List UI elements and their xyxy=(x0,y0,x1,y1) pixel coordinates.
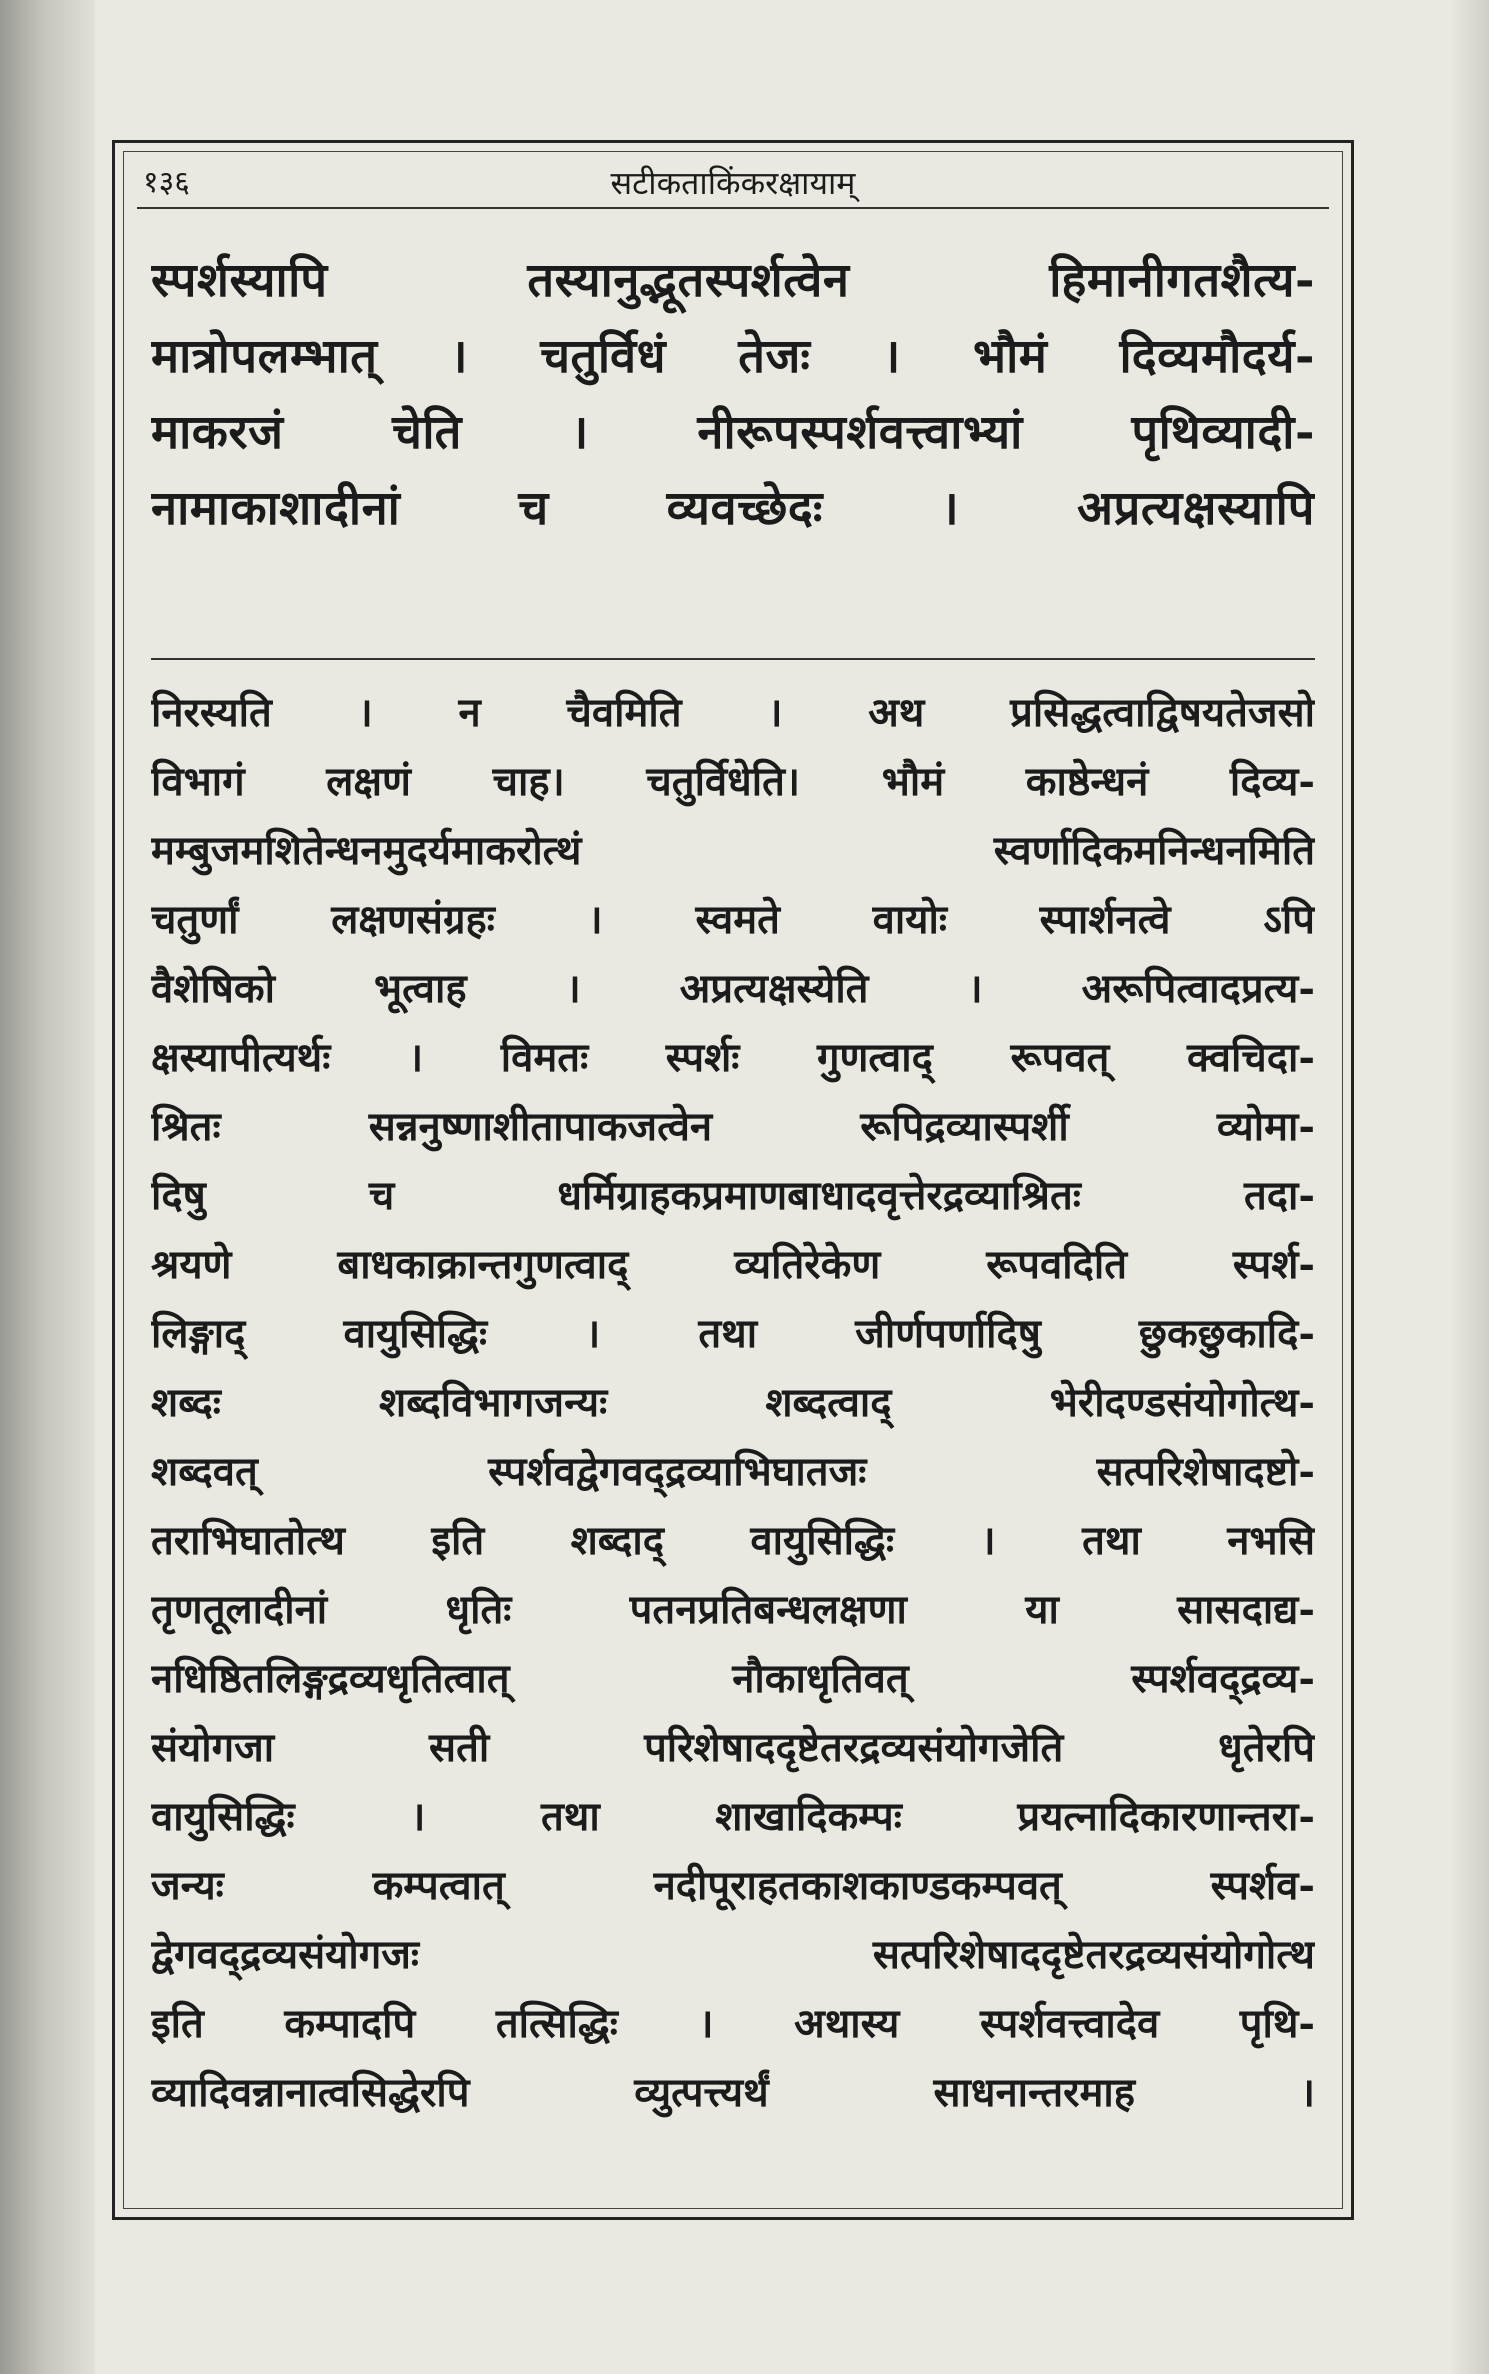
commentary-block xyxy=(151,678,1315,2127)
page-number: १३६ xyxy=(143,165,190,200)
commentary-line: तृणतूलादीनां धृतिः पतनप्रतिबन्धलक्षणा या सासदाद्य- xyxy=(151,1586,1315,1633)
commentary-line: तराभिघातोत्थ इति शब्दाद् वायुसिद्धिः । तथा नभसि xyxy=(151,1517,1315,1564)
commentary-line: द्वेगवद्द्रव्यसंयोगजः सत्परिशेषाददृष्टेतरद्रव्यसंयोगोत्थ xyxy=(151,1931,1315,1978)
commentary-line: लिङ्गाद् वायुसिद्धिः । तथा जीर्णपर्णादिषु छुकछुकादि- xyxy=(151,1310,1315,1357)
commentary-line: दिषु च धर्मिग्राहकप्रमाणबाधादवृत्तेरद्रव्याश्रितः तदा- xyxy=(151,1172,1315,1219)
commentary-line: मम्बुजमशितेन्धनमुदर्यमाकरोत्थं स्वर्णादिकमनिन्धनमिति xyxy=(151,827,1315,874)
commentary-line: इति कम्पादपि तत्सिद्धिः । अथास्य स्पर्शवत्त्वादेव पृथि- xyxy=(151,2000,1315,2047)
page-edge xyxy=(1449,0,1489,2374)
running-header xyxy=(137,161,1329,209)
root-text-line: स्पर्शस्यापि तस्यानुद्भूतस्पर्शत्वेन हिमानीगतशैत्य- xyxy=(151,253,1315,308)
commentary-line: नधिष्ठितलिङ्गद्रव्यधृतित्वात् नौकाधृतिवत् स्पर्शवद्द्रव्य- xyxy=(151,1655,1315,1702)
commentary-line: विभागं लक्षणं चाह। चतुर्विधेति। भौमं काष्ठेन्धनं दिव्य- xyxy=(151,758,1315,805)
commentary-line: श्रयणे बाधकाक्रान्तगुणत्वाद् व्यतिरेकेण रूपवदिति स्पर्श- xyxy=(151,1241,1315,1288)
root-text-line: मात्रोपलम्भात् । चतुर्विधं तेजः । भौमं दिव्यमौदर्य- xyxy=(151,329,1315,384)
root-text-line: नामाकाशादीनां च व्यवच्छेदः । अप्रत्यक्षस्यापि xyxy=(151,481,1315,536)
commentary-line: निरस्यति । न चैवमिति । अथ प्रसिद्धत्वाद्विषयतेजसो xyxy=(151,689,1315,736)
commentary-line: संयोगजा सती परिशेषाददृष्टेतरद्रव्यसंयोगजेति धृतेरपि xyxy=(151,1724,1315,1771)
root-text-line: माकरजं चेति । नीरूपस्पर्शवत्त्वाभ्यां पृथिव्यादी- xyxy=(151,405,1315,460)
commentary-line: शब्दवत् स्पर्शवद्वेगवद्द्रव्याभिघातजः सत्परिशेषादष्टो- xyxy=(151,1448,1315,1495)
text-commentary-divider xyxy=(151,658,1315,660)
commentary-line: शब्दः शब्दविभागजन्यः शब्दत्वाद् भेरीदण्डसंयोगोत्थ- xyxy=(151,1379,1315,1426)
root-text-block xyxy=(151,243,1315,547)
commentary-line: वैशेषिको भूत्वाह । अप्रत्यक्षस्येति । अरूपित्वादप्रत्य- xyxy=(151,965,1315,1012)
commentary-line: क्षस्यापीत्यर्थः । विमतः स्पर्शः गुणत्वाद् रूपवत् क्वचिदा- xyxy=(151,1034,1315,1081)
book-gutter-shadow xyxy=(0,0,95,2374)
commentary-line: श्रितः सन्ननुष्णाशीतापाकजत्वेन रूपिद्रव्यास्पर्शी व्योमा- xyxy=(151,1103,1315,1150)
page-frame xyxy=(112,140,1354,2220)
commentary-line: वायुसिद्धिः । तथा शाखादिकम्पः प्रयत्नादिकारणान्तरा- xyxy=(151,1793,1315,1840)
commentary-line: चतुर्णां लक्षणसंग्रहः । स्वमते वायोः स्पार्शनत्वे ऽपि xyxy=(151,896,1315,943)
commentary-line: जन्यः कम्पत्वात् नदीपूराहतकाशकाण्डकम्पवत् स्पर्शव- xyxy=(151,1862,1315,1909)
commentary-line: व्यादिवन्नानात्वसिद्धेरपि व्युत्पत्त्यर्थं साधनान्तरमाह । xyxy=(151,2069,1315,2116)
running-title: सटीकताकिंकरक्षायाम् xyxy=(610,164,856,202)
